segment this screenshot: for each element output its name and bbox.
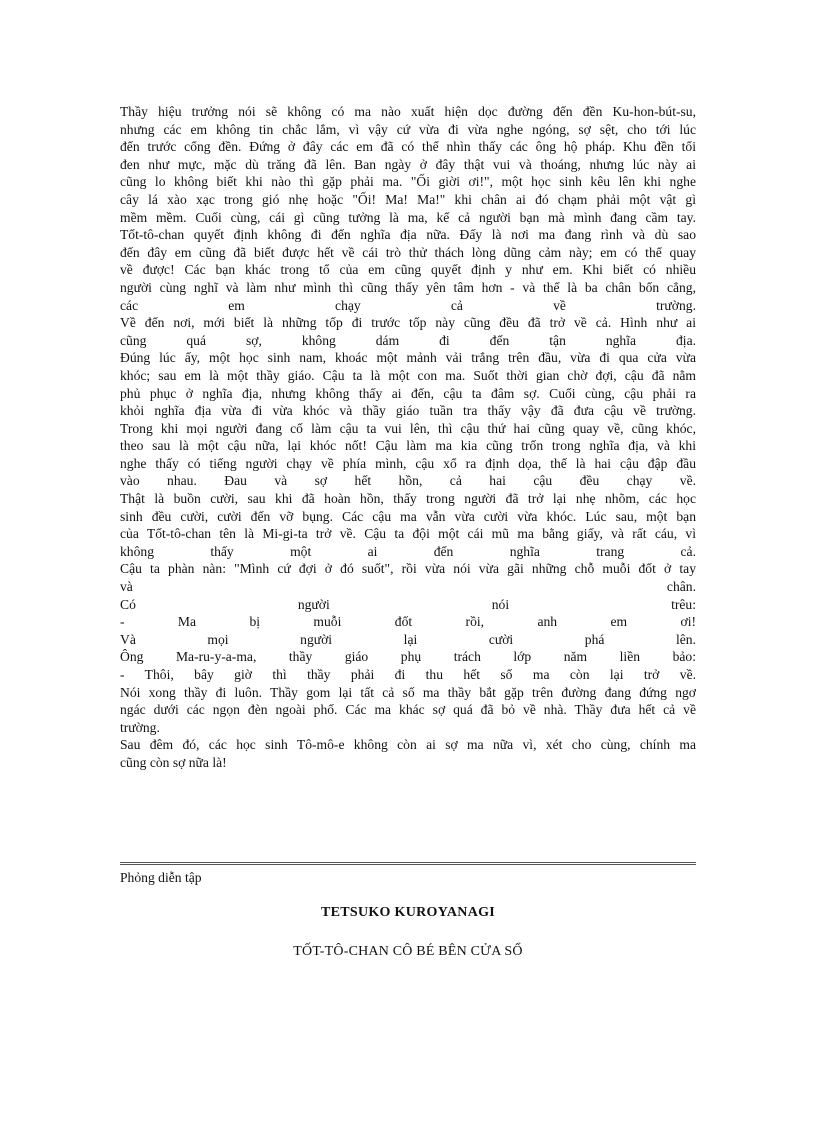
text-line: Có người nói trêu: [120,596,696,612]
text-line: Cậu ta phàn nàn: "Mình cứ đợi ở đó suốt", rồi vừa nói vừa gãi những chỗ muỗi đốt ở tay [120,561,696,577]
text-line: phủ phục ở nghĩa địa, nhưng không thấy ai đến, cậu ta đâm sợ. Cuối cùng, cậu phải ra [120,385,696,401]
text-line: về được! Các bạn khác trong tổ của em cũng quyết định y như em. Khi biết có nhiều [120,262,696,278]
text-line: đen như mực, mặc dù trăng đã lên. Ban ngày ở đây thật vui và thoáng, nhưng lúc này ai [120,156,696,172]
text-line: đến đây em cũng đã biết được hết về cái trò thử thách lòng dũng cảm này; em có thể quay [120,244,696,260]
text-line: người cùng nghĩ và làm như mình thì cũng thấy yên tâm hơn - và thế là ba chân bốn cẳng, [120,279,696,295]
text-line: Trong khi mọi người đang cố làm cậu ta vui lên, thì cậu thứ hai cũng quay về, cũng khóc, [120,420,696,436]
divider-rule [120,862,696,865]
text-line: - Ma bị muỗi đốt rồi, anh em ơi! [120,614,696,630]
text-line: Tốt-tô-chan quyết định không đi đến nghĩa địa nữa. Đấy là nơi ma đang rình và dù sao [120,227,696,243]
text-line: không thấy một ai đến nghĩa trang cả. [120,543,696,559]
text-line: nhưng các em không tin chắc lắm, vì vậy cứ vừa đi vừa nghe ngóng, sợ sệt, cho tới lúc [120,121,696,137]
text-line: - Thôi, bây giờ thì thầy phải đi thu hết số ma còn lại trở về. [120,667,696,682]
text-line: Và mọi người lại cười phá lên. [120,631,696,647]
text-line: Đúng lúc ấy, một học sinh nam, khoác một mảnh vải trắng trên đầu, vừa đi qua cửa vừa [120,350,696,366]
text-line: theo sau là một cậu nữa, lại khóc nốt! Cậu làm ma kia cũng trốn trong nghĩa địa, và khi [120,438,696,454]
book-title: TỐT-TÔ-CHAN CÔ BÉ BÊN CỬA SỔ [293,944,523,959]
text-line: trường. [120,719,160,735]
text-line: khóc; sau em là một thầy giáo. Cậu ta là một con ma. Suốt thời gian chờ đợi, cậu đã nằm [120,367,696,383]
text-line: khỏi nghĩa địa vừa đi vừa khóc và thầy giáo tuần tra thấy vậy đã đưa cậu về trường. [120,403,696,419]
text-line: đến trước cổng đền. Đứng ở đây các em đã có thể nhìn thấy các ông hộ pháp. Khu đền tối [120,139,696,155]
text-line: cũng lo không biết khi nào thì gặp phải ma. "Ối giời ơi!", một học sinh kêu lên khi nghe [120,174,696,190]
text-line: sinh đều cười, cười đến vỡ bụng. Các cậu ma vẫn vừa cười vừa khóc. Lúc sau, một bạn [120,508,696,524]
text-line: Về đến nơi, mới biết là những tốp đi trước tốp này cũng đều đã trở về cả. Hình như ai [120,315,696,331]
text-line: Nói xong thầy đi luôn. Thầy gom lại tất cả số ma thầy bắt gặp trên đường đang đứng ngơ [120,684,696,700]
text-line: cũng còn sợ nữa là! [120,754,227,770]
text-line: vào nhau. Đau và sợ hết hồn, cả hai cậu đều chạy về. [120,473,696,489]
text-line: nghe thấy có tiếng người chạy về phía mình, cậu xổ ra định dọa, thế là hai cậu đập đầu [120,455,696,471]
text-line: các em chạy cả về trường. [120,297,696,313]
section-label: Phỏng diễn tập [120,870,202,885]
author-name: TETSUKO KUROYANAGI [320,905,496,920]
text-line: Thật là buồn cười, sau khi đã hoàn hồn, thấy trong người đã trở lại nhẹ nhõm, các học [120,491,696,507]
text-line: cây lá xào xạc trong gió nhẹ hoặc "Ối! Ma! Ma!" khi chân ai đó chạm phải một vật gì [120,191,696,207]
text-line: mềm mềm. Cuối cùng, cái gì cũng tưởng là ma, kể cả người bạn mà mình đang cầm tay. [120,209,696,225]
text-line: cũng quá sợ, không dám đi đến tận nghĩa địa. [120,332,696,348]
text-line: ngác dưới các ngọn đèn ngoài phố. Các ma khác sợ quá đã bỏ về nhà. Thầy đưa hết cả về [120,702,696,718]
text-line: và chân. [120,579,696,595]
text-line: Thầy hiệu trưởng nói sẽ không có ma nào xuất hiện dọc đường đến đền Ku-hon-bút-su, [120,104,696,119]
text-line: Ông Ma-ru-y-a-ma, thầy giáo phụ trách lớp năm liền bảo: [120,649,696,665]
story-text [120,103,696,772]
text-line: Sau đêm đó, các học sinh Tô-mô-e không còn ai sợ ma nữa vì, xét cho cùng, chính ma [120,737,696,753]
text-line: của Tốt-tô-chan tên là Mi-gi-ta trở về. Cậu ta đội một cái mũ ma bằng giấy, và rất cáu, vì [120,526,696,542]
